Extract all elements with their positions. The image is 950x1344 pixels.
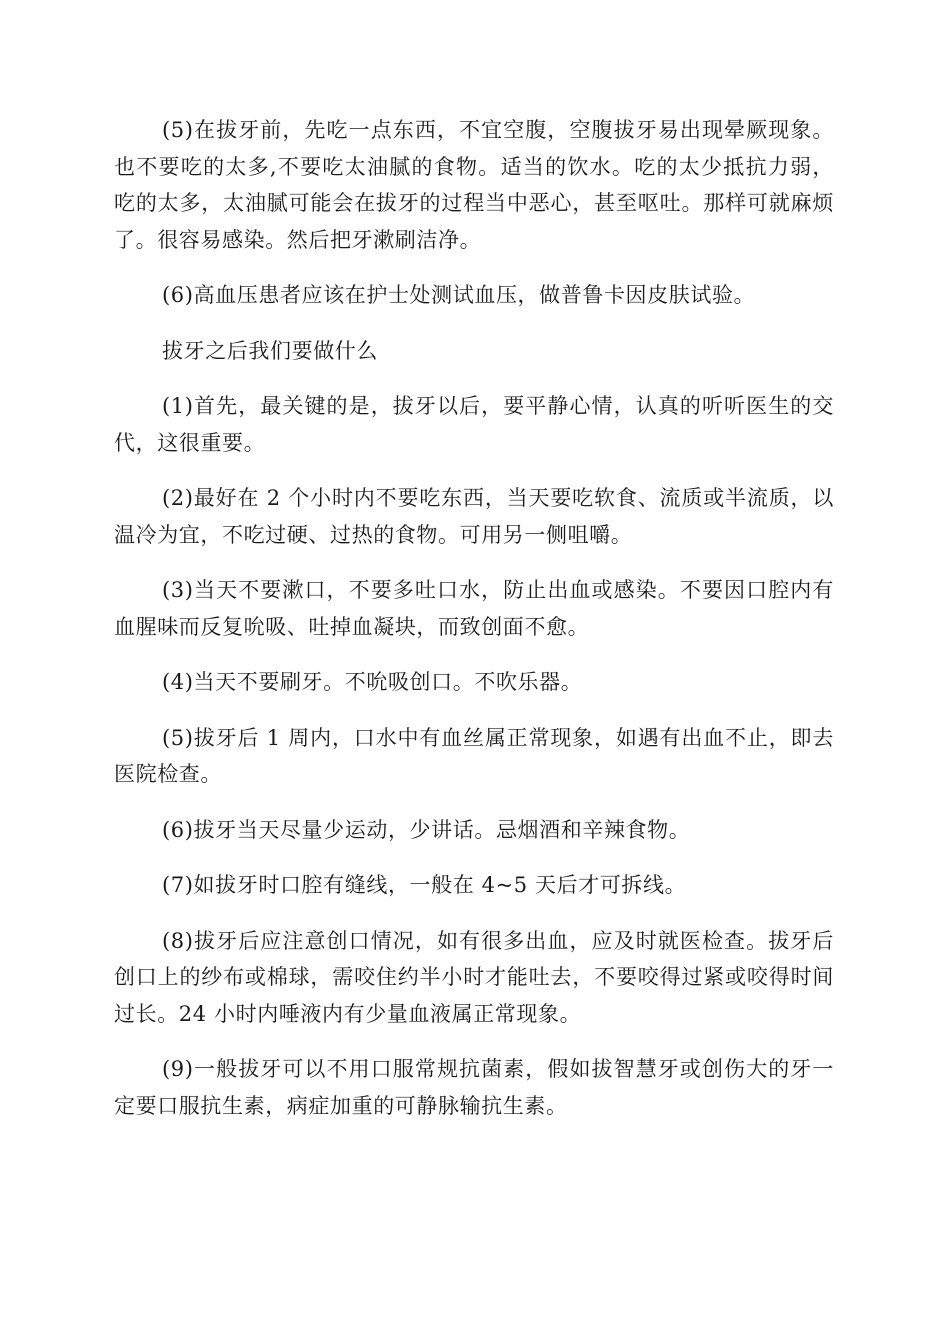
paragraph-after-5: (5)拔牙后 1 周内，口水中有血丝属正常现象，如遇有出血不止，即去医院检查。 (114, 725, 834, 786)
paragraph-pre-extraction-6: (6)高血压患者应该在护士处测试血压，做普鲁卡因皮肤试验。 (162, 283, 756, 307)
paragraph-after-2: (2)最好在 2 个小时内不要吃东西，当天要吃软食、流质或半流质，以温冷为宜，不吃过硬、过热的食物。可用另一侧咀嚼。 (114, 486, 834, 547)
paragraph-after-4: (4)当天不要刷牙。不吮吸创口。不吹乐器。 (162, 670, 583, 694)
paragraph-after-8: (8)拔牙后应注意创口情况，如有很多出血，应及时就医检查。拔牙后创口上的纱布或棉球，需咬住约半小时才能吐去，不要咬得过紧或咬得时间过长。24 小时内唾液内有少量血液属正常现象。 (114, 928, 834, 1026)
document-body (114, 112, 834, 1143)
paragraph-pre-extraction-5: (5)在拔牙前，先吃一点东西，不宜空腹，空腹拔牙易出现晕厥现象。也不要吃的太多,不要吃太油腻的食物。适当的饮水。吃的太少抵抗力弱，吃的太多，太油腻可能会在拔牙的过程当中恶心，甚至呕吐。那样可就麻烦了。很容易感染。然后把牙漱刷洁净。 (114, 118, 834, 252)
paragraph-after-9: (9)一般拔牙可以不用口服常规抗菌素，假如拔智慧牙或创伤大的牙一定要口服抗生素，病症加重的可静脉输抗生素。 (114, 1057, 834, 1118)
paragraph-after-7: (7)如拔牙时口腔有缝线，一般在 4~5 天后才可拆线。 (162, 873, 687, 897)
paragraph-after-1: (1)首先，最关键的是，拔牙以后，要平静心情，认真的听听医生的交代，这很重要。 (114, 394, 834, 455)
paragraph-after-3: (3)当天不要漱口，不要多吐口水，防止出血或感染。不要因口腔内有血腥味而反复吮吸、吐掉血凝块，而致创面不愈。 (114, 578, 834, 639)
section-heading-after-extraction: 拔牙之后我们要做什么 (162, 338, 378, 363)
paragraph-after-6: (6)拔牙当天尽量少运动，少讲话。忌烟酒和辛辣食物。 (162, 817, 691, 842)
